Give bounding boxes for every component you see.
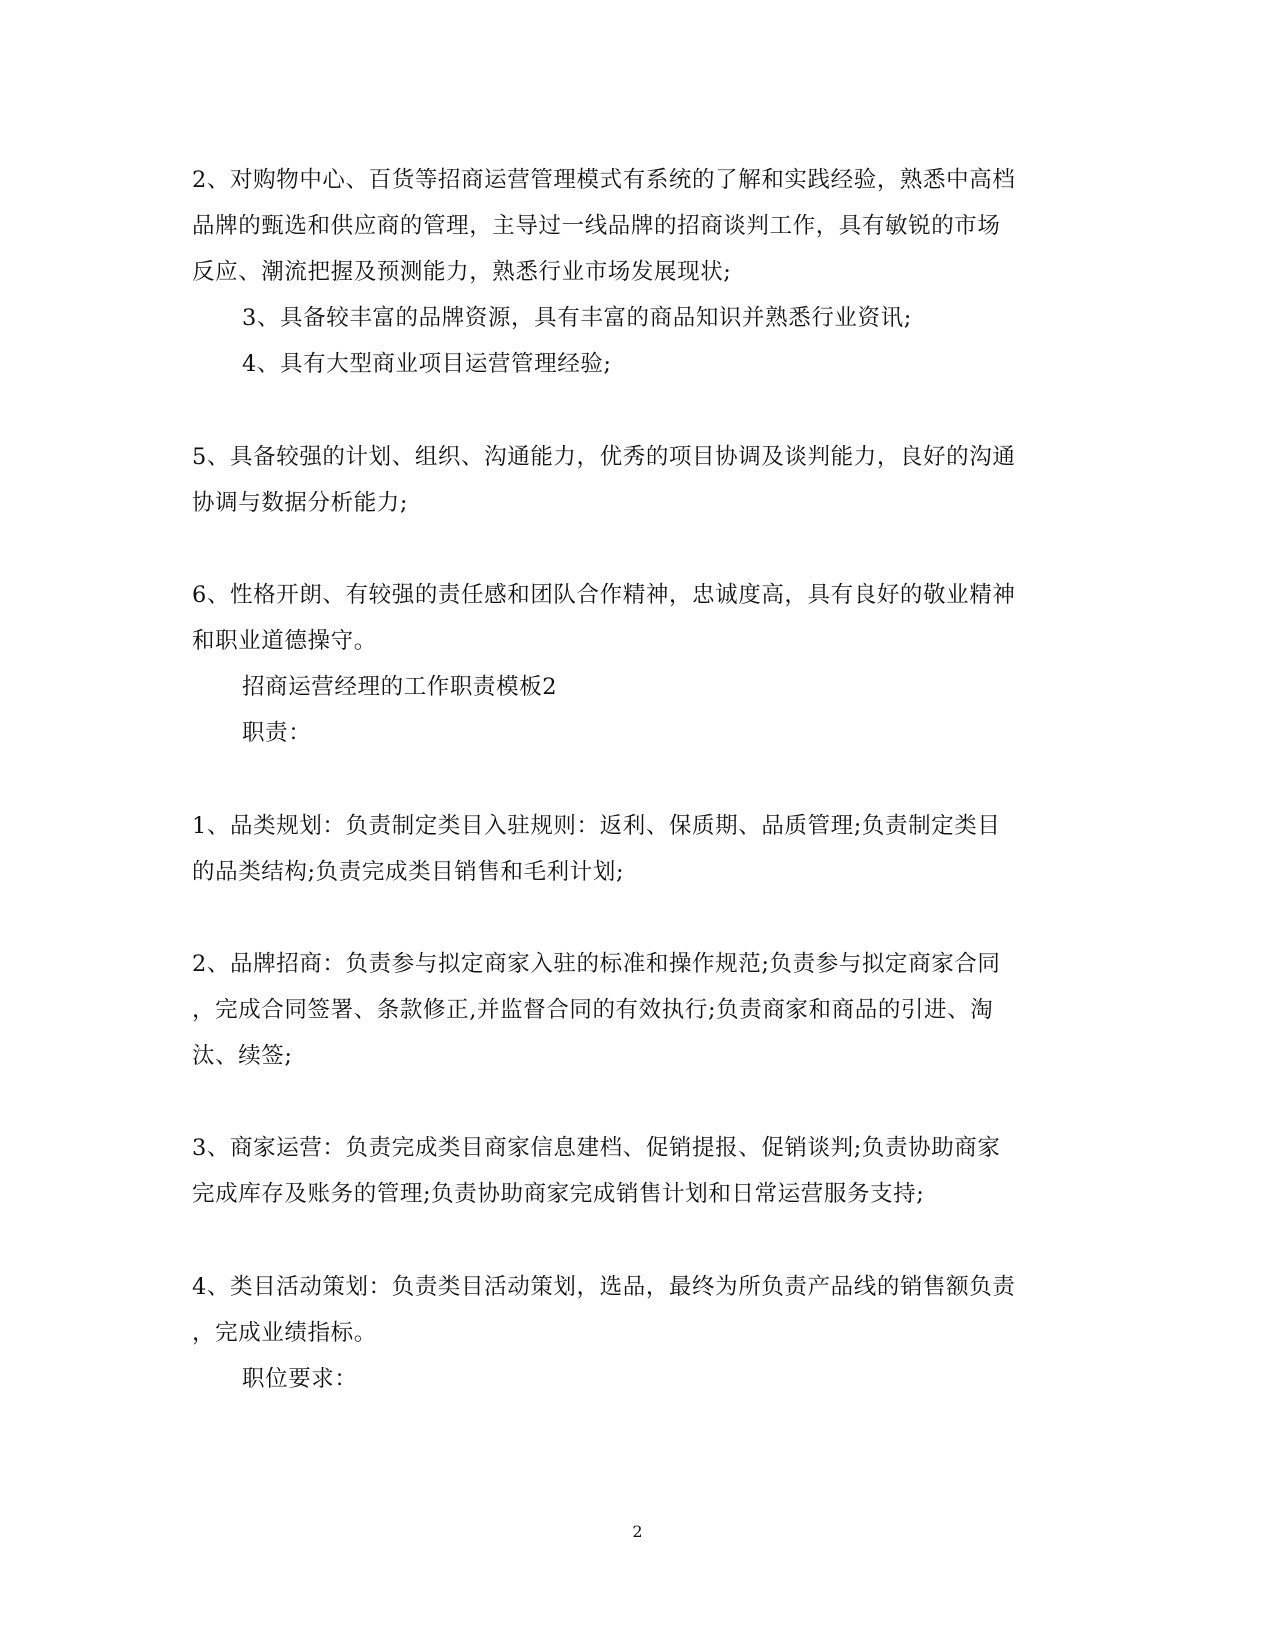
duty-2-line-1: 2、品牌招商：负责参与拟定商家入驻的标准和操作规范;负责参与拟定商家合同	[192, 951, 1001, 977]
duty-2-line-2: ，完成合同签署、条款修正,并监督合同的有效执行;负责商家和商品的引进、淘	[192, 997, 994, 1023]
duty-4-line-1: 4、类目活动策划：负责类目活动策划，选品，最终为所负责产品线的销售额负责	[192, 1274, 1016, 1300]
requirement-4: 4、具有大型商业项目运营管理经验;	[242, 351, 612, 377]
requirement-2-line-1: 2、对购物中心、百货等招商运营管理模式有系统的了解和实践经验，熟悉中高档	[192, 167, 1016, 193]
requirement-2-line-3: 反应、潮流把握及预测能力，熟悉行业市场发展现状;	[192, 259, 732, 285]
section-heading: 招商运营经理的工作职责模板2	[242, 674, 558, 700]
page-number: 2	[632, 1522, 643, 1541]
requirement-5-line-2: 协调与数据分析能力;	[192, 490, 409, 516]
job-requirements-heading: 职位要求：	[242, 1366, 358, 1392]
requirement-5-line-1: 5、具备较强的计划、组织、沟通能力，优秀的项目协调及谈判能力，良好的沟通	[192, 444, 1016, 470]
duty-3-line-1: 3、商家运营：负责完成类目商家信息建档、促销提报、促销谈判;负责协助商家	[192, 1135, 1001, 1161]
requirement-2-line-2: 品牌的甄选和供应商的管理，主导过一线品牌的招商谈判工作，具有敏锐的市场	[192, 213, 1001, 239]
duty-4-line-2: ，完成业绩指标。	[192, 1320, 377, 1346]
duty-1-line-1: 1、品类规划：负责制定类目入驻规则：返利、保质期、品质管理;负责制定类目	[192, 813, 1001, 839]
duty-3-line-2: 完成库存及账务的管理;负责协助商家完成销售计划和日常运营服务支持;	[192, 1181, 925, 1207]
requirement-3: 3、具备较丰富的品牌资源，具有丰富的商品知识并熟悉行业资讯;	[242, 305, 912, 331]
duties-heading: 职责：	[242, 720, 312, 746]
duty-2-line-3: 汰、续签;	[192, 1043, 293, 1069]
requirement-6-line-2: 和职业道德操守。	[192, 628, 377, 654]
requirement-6-line-1: 6、性格开朗、有较强的责任感和团队合作精神，忠诚度高，具有良好的敬业精神	[192, 582, 1016, 608]
duty-1-line-2: 的品类结构;负责完成类目销售和毛利计划;	[192, 859, 625, 885]
